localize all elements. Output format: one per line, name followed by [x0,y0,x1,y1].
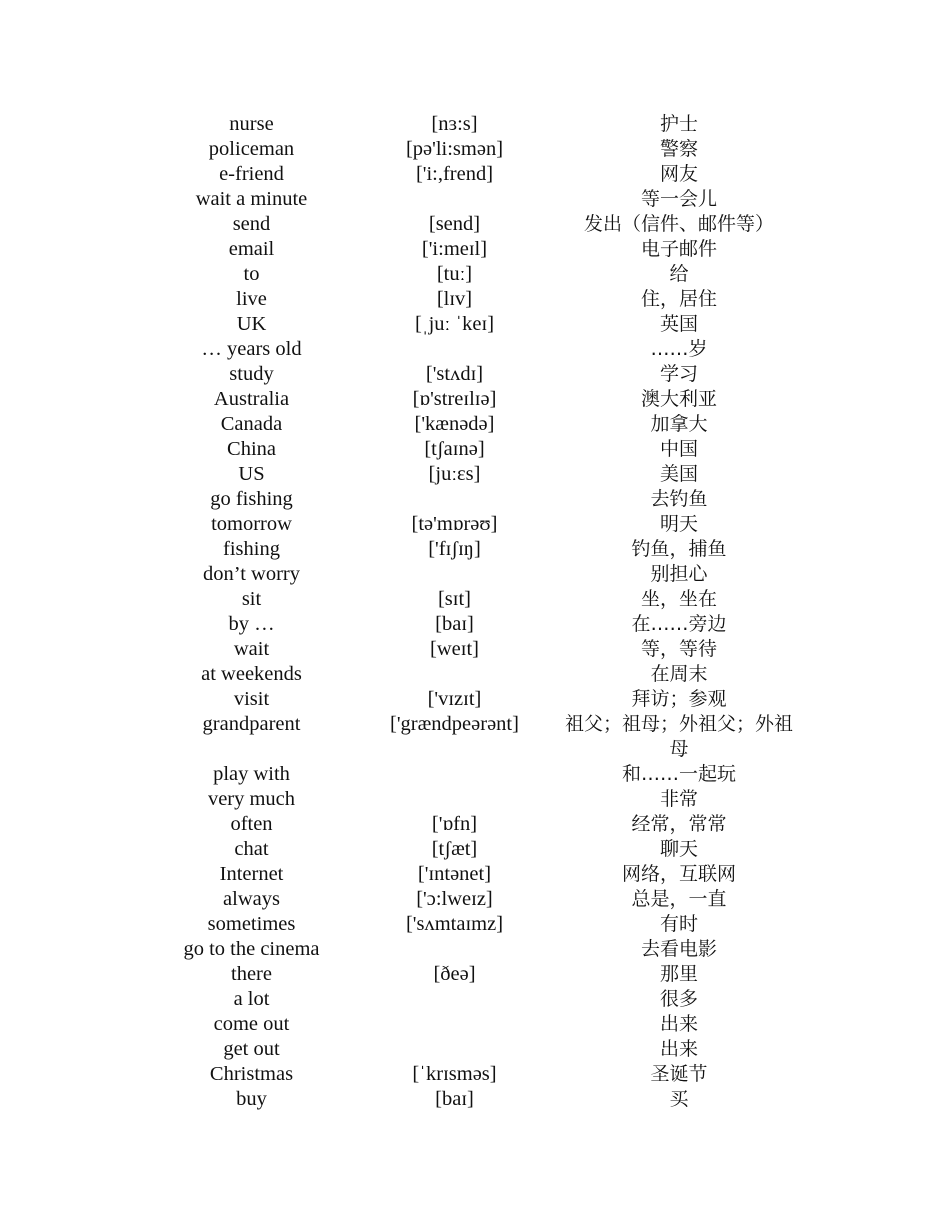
vocabulary-table-body [150,112,802,1112]
english-word: Christmas [209,1063,294,1085]
english-word: fishing [223,538,280,560]
phonetic-transcription: ['i:meɪl] [421,238,488,260]
vocabulary-row [150,162,802,187]
english-word: … years old [201,338,302,360]
vocabulary-row [150,562,802,587]
vocabulary-row [150,787,802,812]
chinese-meaning-cell [556,487,802,512]
english-word: study [229,363,274,385]
vocabulary-row [150,512,802,537]
english-word: email [228,238,275,260]
chinese-meaning: 电子邮件 [640,238,717,260]
chinese-meaning-cell [556,237,802,262]
chinese-meaning: 很多 [659,988,698,1010]
english-word: live [236,288,267,310]
vocabulary-row [150,587,802,612]
english-word: e-friend [219,163,284,185]
phonetic-transcription: ['kænədə] [414,413,495,435]
phonetic-transcription: [weɪt] [430,638,479,660]
chinese-meaning: 给 [669,263,689,285]
phonetic-transcription [353,337,556,362]
vocabulary-row [150,712,802,762]
vocabulary-row [150,537,802,562]
english-word: policeman [208,138,295,160]
chinese-meaning: 学习 [659,363,698,385]
vocabulary-row [150,337,802,362]
chinese-meaning-cell [556,412,802,437]
chinese-meaning: 等一会儿 [640,188,717,210]
phonetic-transcription [353,187,556,212]
phonetic-transcription [353,562,556,587]
chinese-meaning-cell [556,287,802,312]
vocabulary-row [150,612,802,637]
english-word: wait a minute [195,188,308,210]
vocabulary-row [150,312,802,337]
english-word: tomorrow [211,513,292,535]
chinese-meaning-cell [556,537,802,562]
chinese-meaning-cell [556,662,802,687]
english-word: Canada [220,413,283,435]
chinese-meaning: 经常，常常 [631,813,727,835]
phonetic-transcription: [tʃæt] [431,838,478,860]
chinese-meaning-cell [556,1012,802,1037]
phonetic-transcription [353,1037,556,1062]
english-word: wait [233,638,270,660]
phonetic-transcription [353,1012,556,1037]
chinese-meaning-cell [556,937,802,962]
chinese-meaning: 明天 [659,513,698,535]
chinese-meaning-cell [556,362,802,387]
vocabulary-row [150,962,802,987]
vocabulary-row [150,462,802,487]
english-word: US [238,463,265,485]
chinese-meaning-cell [556,162,802,187]
chinese-meaning-cell [556,887,802,912]
phonetic-transcription [353,787,556,812]
english-word: UK [236,313,267,335]
vocabulary-row [150,412,802,437]
phonetic-transcription: ['ɒfn] [431,813,478,835]
phonetic-transcription: ['stʌdɪ] [425,363,484,385]
vocabulary-row [150,762,802,787]
chinese-meaning-cell [556,462,802,487]
phonetic-transcription: [pə'li:smən] [405,138,504,160]
chinese-meaning-cell [556,437,802,462]
phonetic-transcription: ['vɪzɪt] [427,688,482,710]
phonetic-transcription [353,987,556,1012]
phonetic-transcription: [ˈkrɪsməs] [412,1063,497,1085]
vocabulary-row [150,212,802,237]
phonetic-transcription: [tə'mɒrəʊ] [411,513,498,535]
vocabulary-row [150,812,802,837]
english-word: play with [213,763,290,785]
vocabulary-row [150,837,802,862]
chinese-meaning: 住，居住 [640,288,717,310]
english-word: go fishing [210,488,293,510]
vocabulary-row [150,687,802,712]
chinese-meaning-cell [556,1087,802,1112]
chinese-meaning-cell [556,812,802,837]
chinese-meaning: 出来 [659,1038,698,1060]
english-word: Australia [213,388,290,410]
phonetic-transcription: [juːɛs] [428,463,481,485]
english-word: buy [236,1088,267,1110]
chinese-meaning: 中国 [659,438,698,460]
chinese-meaning-cell [556,137,802,162]
chinese-meaning: 买 [669,1088,689,1110]
phonetic-transcription: [baɪ] [435,613,474,635]
english-word: there [231,963,272,985]
english-word: always [223,888,280,910]
vocabulary-row [150,237,802,262]
vocabulary-row [150,1012,802,1037]
chinese-meaning-cell [556,187,802,212]
english-word: grandparent [202,713,301,735]
phonetic-transcription: [ɒ'streɪlɪə] [412,388,497,410]
english-word: China [227,438,276,460]
chinese-meaning: 有时 [659,913,698,935]
chinese-meaning-cell [556,637,802,662]
phonetic-transcription: ['ɪntənet] [417,863,492,885]
chinese-meaning: 发出（信件、邮件等） [583,213,774,235]
vocabulary-row [150,637,802,662]
english-word: send [232,213,271,235]
vocabulary-row [150,1087,802,1112]
chinese-meaning: 和……一起玩 [621,763,736,785]
vocabulary-row [150,262,802,287]
chinese-meaning-cell [556,112,802,137]
chinese-meaning-cell [556,1062,802,1087]
chinese-meaning: 去看电影 [640,938,717,960]
english-word: a lot [233,988,270,1010]
english-word: go to the cinema [183,938,320,960]
phonetic-transcription: [send] [428,213,481,235]
english-word: nurse [229,113,274,135]
chinese-meaning-cell [556,962,802,987]
chinese-meaning: 在周末 [650,663,708,685]
phonetic-transcription: [tʃaɪnə] [424,438,485,460]
english-word: sit [241,588,262,610]
english-word: very much [207,788,296,810]
chinese-meaning: 聊天 [659,838,698,860]
vocabulary-row [150,662,802,687]
vocabulary-row [150,987,802,1012]
vocabulary-row [150,1062,802,1087]
english-word: sometimes [207,913,296,935]
vocabulary-row [150,387,802,412]
chinese-meaning-cell [556,762,802,787]
chinese-meaning-cell [556,837,802,862]
phonetic-transcription: ['ɔ:lweɪz] [416,888,493,910]
phonetic-transcription: [ˌjuː ˈkeɪ] [414,313,495,335]
chinese-meaning: 出来 [659,1013,698,1035]
vocabulary-row [150,437,802,462]
chinese-meaning: ……岁 [650,338,708,360]
phonetic-transcription: ['fɪʃɪŋ] [428,538,481,560]
chinese-meaning: 英国 [659,313,698,335]
chinese-meaning: 钓鱼，捕鱼 [631,538,727,560]
phonetic-transcription: [sɪt] [437,588,472,610]
vocabulary-row [150,187,802,212]
vocabulary-row [150,112,802,137]
vocabulary-row [150,362,802,387]
chinese-meaning-cell [556,512,802,537]
chinese-meaning: 澳大利亚 [640,388,717,410]
english-word: get out [223,1038,280,1060]
chinese-meaning-cell [556,912,802,937]
chinese-meaning-cell [556,862,802,887]
chinese-meaning-cell [556,387,802,412]
chinese-meaning-cell [556,987,802,1012]
chinese-meaning: 警察 [659,138,698,160]
chinese-meaning: 等，等待 [640,638,717,660]
chinese-meaning: 总是，一直 [631,888,727,910]
chinese-meaning: 非常 [659,788,698,810]
vocabulary-row [150,1037,802,1062]
phonetic-transcription: ['grændpeərənt] [390,713,519,735]
chinese-meaning-cell [556,312,802,337]
chinese-meaning-cell [556,787,802,812]
english-word: chat [234,838,269,860]
vocabulary-row [150,137,802,162]
chinese-meaning-cell [556,587,802,612]
chinese-meaning: 护士 [659,113,698,135]
phonetic-transcription [353,937,556,962]
english-word: don’t worry [203,563,300,585]
phonetic-transcription: [ðeə] [433,963,476,985]
chinese-meaning: 坐，坐在 [640,588,717,610]
phonetic-transcription: [lɪv] [436,288,473,310]
phonetic-transcription: ['sʌmtaɪmz] [405,913,504,935]
chinese-meaning: 网友 [659,163,698,185]
chinese-meaning: 在……旁边 [631,613,727,635]
vocabulary-row [150,912,802,937]
english-word: by … [228,613,275,635]
chinese-meaning-cell [556,562,802,587]
phonetic-transcription: [nɜ:s] [431,113,478,135]
chinese-meaning: 网络，互联网 [621,863,736,885]
english-word: often [230,813,273,835]
chinese-meaning: 别担心 [650,563,708,585]
chinese-meaning-cell [556,712,802,762]
phonetic-transcription [353,487,556,512]
phonetic-transcription: [baɪ] [435,1088,474,1110]
chinese-meaning-cell [556,1037,802,1062]
vocabulary-row [150,887,802,912]
phonetic-transcription: ['i:,frend] [415,163,494,185]
chinese-meaning: 拜访；参观 [631,688,727,710]
chinese-meaning-cell [556,612,802,637]
chinese-meaning: 加拿大 [650,413,708,435]
english-word: to [243,263,260,285]
chinese-meaning: 祖父；祖母；外祖父；外祖母 [564,713,793,760]
english-word: Internet [219,863,284,885]
vocabulary-row [150,937,802,962]
chinese-meaning: 那里 [659,963,698,985]
chinese-meaning: 圣诞节 [650,1063,708,1085]
chinese-meaning-cell [556,212,802,237]
english-word: visit [233,688,270,710]
chinese-meaning: 美国 [659,463,698,485]
english-word: at weekends [201,663,302,685]
phonetic-transcription: [tuː] [436,263,473,285]
phonetic-transcription [353,662,556,687]
chinese-meaning-cell [556,262,802,287]
english-word: come out [213,1013,290,1035]
vocabulary-row [150,862,802,887]
vocabulary-row [150,287,802,312]
chinese-meaning: 去钓鱼 [650,488,708,510]
chinese-meaning-cell [556,337,802,362]
vocabulary-table [150,112,802,1112]
phonetic-transcription [353,762,556,787]
vocabulary-row [150,487,802,512]
chinese-meaning-cell [556,687,802,712]
